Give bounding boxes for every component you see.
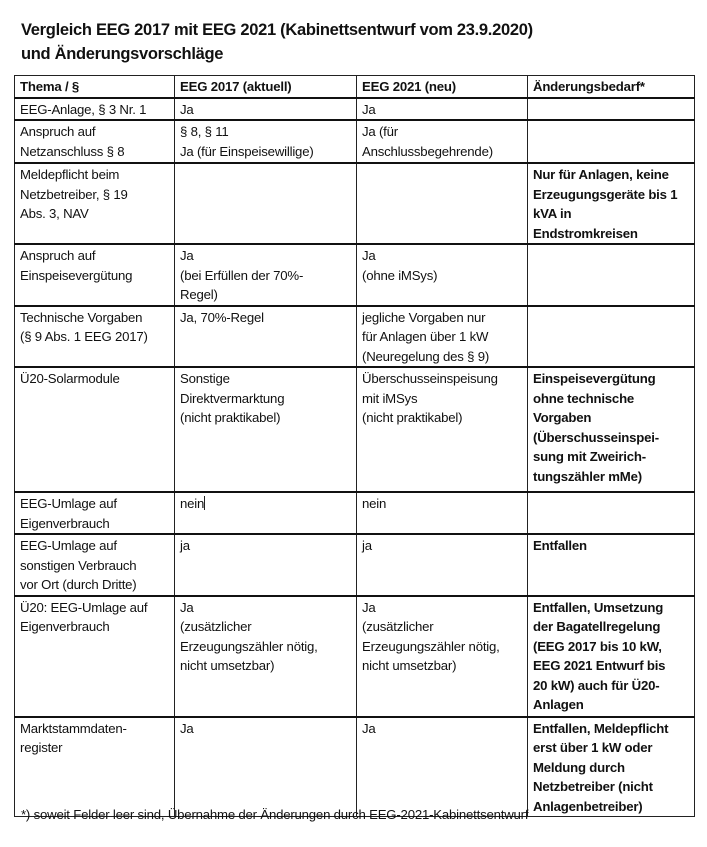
cell-eeg2017 xyxy=(175,492,357,534)
header-change: Änderungsbedarf* xyxy=(528,76,695,98)
text-cursor xyxy=(204,496,205,510)
cell-eeg2017: Ja xyxy=(175,717,357,817)
table-row xyxy=(15,244,695,306)
cell-topic: Ü20: EEG-Umlage auf Eigenverbrauch xyxy=(15,596,175,717)
cell-topic: EEG-Anlage, § 3 Nr. 1 xyxy=(15,98,175,121)
cell-eeg2017: Ja, 70%-Regel xyxy=(175,306,357,368)
cell-eeg2017: Ja (zusätzlicher Erzeugungszähler nötig, nicht umsetzbar) xyxy=(175,596,357,717)
table-row xyxy=(15,534,695,596)
title-line-1: Vergleich EEG 2017 mit EEG 2021 (Kabinettsentwurf vom 23.9.2020) xyxy=(21,21,533,39)
cell-topic: EEG-Umlage auf sonstigen Verbrauch vor Ort (durch Dritte) xyxy=(15,534,175,596)
header-row xyxy=(15,76,695,98)
table-row xyxy=(15,306,695,368)
cell-topic: Technische Vorgaben (§ 9 Abs. 1 EEG 2017) xyxy=(15,306,175,368)
cell-eeg2017: Ja (bei Erfüllen der 70%- Regel) xyxy=(175,244,357,306)
cell-eeg2021: Ja (ohne iMSys) xyxy=(357,244,528,306)
table-row xyxy=(15,120,695,163)
cell-eeg2021: Ja (für Anschlussbegehrende) xyxy=(357,120,528,163)
document-title xyxy=(21,18,533,66)
cell-topic: Anspruch auf Einspeisevergütung xyxy=(15,244,175,306)
cell-change xyxy=(528,306,695,368)
cell-change: Entfallen, Meldepflicht erst über 1 kW oder Meldung durch Netzbetreiber (nicht Anlagenbetreiber) xyxy=(528,717,695,817)
cell-eeg2017: § 8, § 11 Ja (für Einspeisewillige) xyxy=(175,120,357,163)
cell-eeg2021: ja xyxy=(357,534,528,596)
footnote: *) soweit Felder leer sind, Übernahme der Änderungen durch EEG-2021-Kabinettsentwurf xyxy=(21,807,529,822)
table-row xyxy=(15,492,695,534)
title-line-2: und Änderungsvorschläge xyxy=(21,45,224,63)
header-eeg2017: EEG 2017 (aktuell) xyxy=(175,76,357,98)
cell-change xyxy=(528,98,695,121)
table-row xyxy=(15,98,695,121)
cell-eeg2017 xyxy=(175,163,357,244)
cell-topic: EEG-Umlage auf Eigenverbrauch xyxy=(15,492,175,534)
cell-eeg2021 xyxy=(357,163,528,244)
cell-change xyxy=(528,492,695,534)
header-eeg2021: EEG 2021 (neu) xyxy=(357,76,528,98)
cell-eeg2021: nein xyxy=(357,492,528,534)
table-row xyxy=(15,367,695,492)
cell-topic: Ü20-Solarmodule xyxy=(15,367,175,492)
cell-change: Nur für Anlagen, keine Erzeugungsgeräte bis 1 kVA in Endstromkreisen xyxy=(528,163,695,244)
table-row xyxy=(15,717,695,817)
table-row xyxy=(15,596,695,717)
comparison-table xyxy=(14,75,695,817)
cell-change xyxy=(528,244,695,306)
cell-eeg2017: Sonstige Direktvermarktung (nicht praktikabel) xyxy=(175,367,357,492)
header-topic: Thema / § xyxy=(15,76,175,98)
cell-change: Entfallen xyxy=(528,534,695,596)
cell-eeg2021: Ja xyxy=(357,717,528,817)
cell-eeg2017: ja xyxy=(175,534,357,596)
cell-topic: Marktstammdaten- register xyxy=(15,717,175,817)
cell-eeg2021: Ja xyxy=(357,98,528,121)
cell-eeg2021: Überschusseinspeisung mit iMSys (nicht praktikabel) xyxy=(357,367,528,492)
cell-eeg2021: jegliche Vorgaben nur für Anlagen über 1 kW (Neuregelung des § 9) xyxy=(357,306,528,368)
cell-change: Entfallen, Umsetzung der Bagatellregelung (EEG 2017 bis 10 kW, EEG 2021 Entwurf bis 20 kW) auch für Ü20- Anlagen xyxy=(528,596,695,717)
cell-change: Einspeisevergütung ohne technische Vorgaben (Überschusseinspei- sung mit Zweirich- tungszähler mMe) xyxy=(528,367,695,492)
cell-eeg2017-text: nein xyxy=(180,496,205,511)
cell-topic: Meldepflicht beim Netzbetreiber, § 19 Abs. 3, NAV xyxy=(15,163,175,244)
table-row xyxy=(15,163,695,244)
cell-eeg2017: Ja xyxy=(175,98,357,121)
cell-topic: Anspruch auf Netzanschluss § 8 xyxy=(15,120,175,163)
cell-change xyxy=(528,120,695,163)
cell-eeg2021: Ja (zusätzlicher Erzeugungszähler nötig, nicht umsetzbar) xyxy=(357,596,528,717)
